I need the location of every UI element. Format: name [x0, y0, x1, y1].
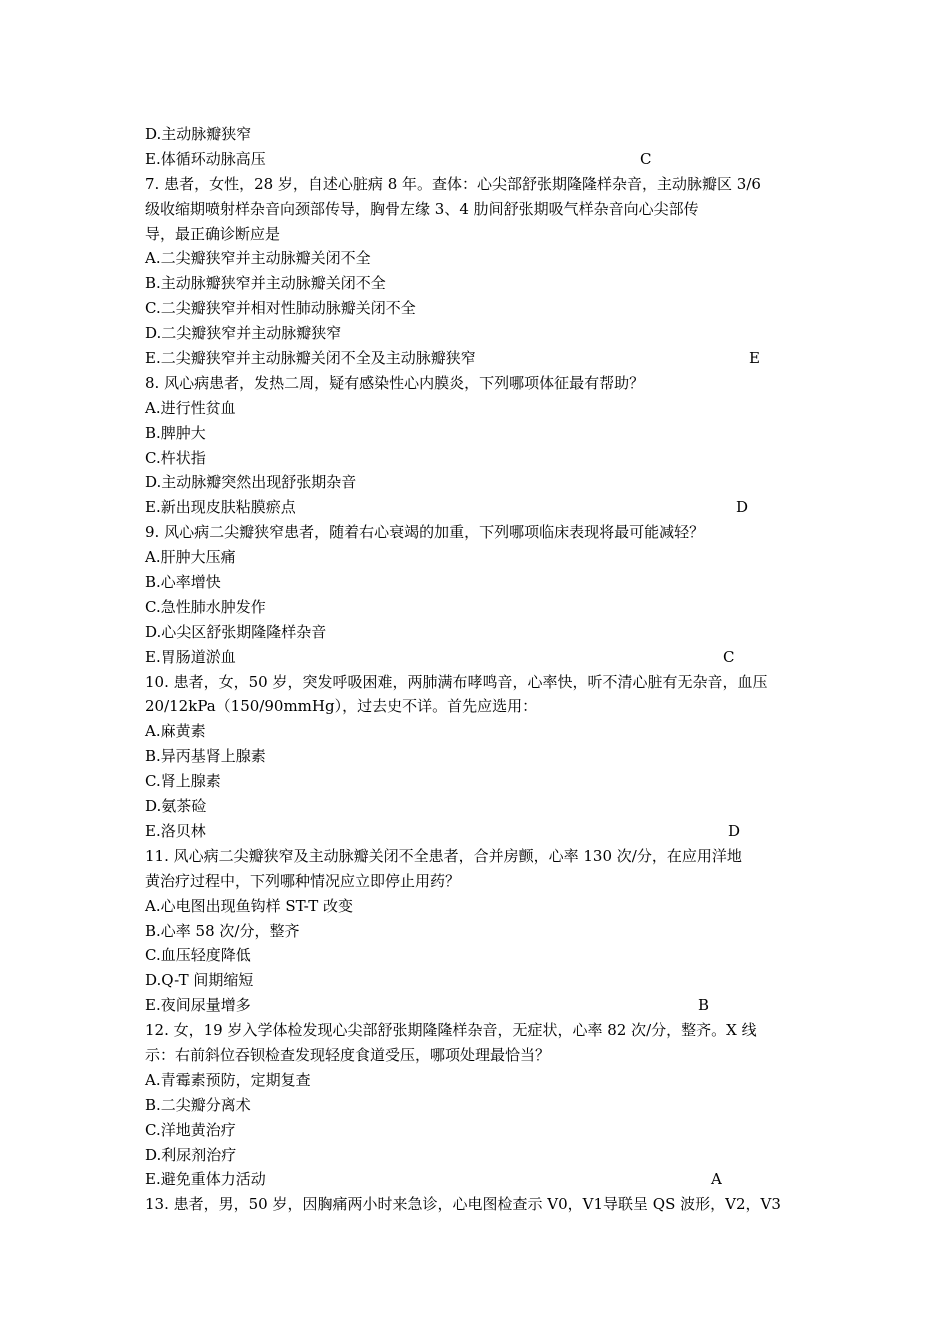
question-line [145, 869, 815, 894]
text-line [145, 296, 815, 321]
question-text: 7. 患者，女性，28 岁，自述心脏病 8 年。查体：心尖部舒张期隆隆样杂音，主动脉瓣区 3/6 [145, 174, 761, 193]
option-text: A.麻黄素 [145, 722, 206, 741]
text-line [145, 1167, 815, 1192]
option-text: B.脾肿大 [145, 423, 206, 442]
text-line [145, 396, 815, 421]
text-line [145, 645, 815, 670]
text-line [145, 894, 815, 919]
question-text: 9. 风心病二尖瓣狭窄患者，随着右心衰竭的加重，下列哪项临床表现将最可能减轻？ [145, 523, 705, 542]
option-text: D.心尖区舒张期隆隆样杂音 [145, 622, 327, 641]
answer-key: C [640, 149, 652, 168]
answer-key: B [698, 996, 710, 1015]
option-text: B.二尖瓣分离术 [145, 1095, 251, 1114]
text-line [145, 744, 815, 769]
option-text: C.急性肺水肿发作 [145, 597, 266, 616]
option-text: A.心电图出现鱼钩样 ST-T 改变 [145, 896, 354, 915]
answer-key: A [711, 1170, 722, 1189]
text-line [145, 570, 815, 595]
question-line [145, 1192, 815, 1217]
option-text: D.二尖瓣狭窄并主动脉瓣狭窄 [145, 324, 342, 343]
question-line [145, 1043, 815, 1068]
option-text: A.进行性贫血 [145, 398, 236, 417]
option-text: C.血压轻度降低 [145, 946, 251, 965]
option-text: D.Q-T 间期缩短 [145, 971, 254, 990]
text-line [145, 794, 815, 819]
option-text: E.洛贝林 [145, 821, 206, 840]
question-line [145, 670, 815, 695]
option-text: E.二尖瓣狭窄并主动脉瓣关闭不全及主动脉瓣狭窄 [145, 349, 476, 368]
text-line [145, 919, 815, 944]
option-text: A.青霉素预防，定期复查 [145, 1070, 311, 1089]
option-text: D.氨茶硷 [145, 797, 207, 816]
text-line [145, 968, 815, 993]
text-line [145, 470, 815, 495]
question-text: 8. 风心病患者，发热二周，疑有感染性心内膜炎，下列哪项体征最有帮助？ [145, 373, 645, 392]
question-line [145, 172, 815, 197]
text-line [145, 545, 815, 570]
option-text: B.心率 58 次/分，整齐 [145, 921, 300, 940]
option-text: C.杵状指 [145, 448, 206, 467]
text-line [145, 819, 815, 844]
text-line [145, 271, 815, 296]
question-text: 示：右前斜位吞钡检查发现轻度食道受压，哪项处理最恰当？ [145, 1045, 551, 1064]
question-text: 黄治疗过程中，下列哪种情况应立即停止用药？ [145, 871, 461, 890]
text-line [145, 346, 815, 371]
text-line [145, 122, 815, 147]
option-text: E.避免重体力活动 [145, 1170, 266, 1189]
question-line [145, 520, 815, 545]
question-text: 导，最正确诊断应是 [145, 224, 281, 243]
line-text: D.主动脉瓣狭窄 [145, 125, 252, 143]
answer-key: D [728, 821, 741, 840]
option-text: D.利尿剂治疗 [145, 1145, 237, 1164]
question-line [145, 197, 815, 222]
text-line [145, 769, 815, 794]
text-line [145, 147, 815, 172]
text-line [145, 993, 815, 1018]
option-text: E.体循环动脉高压 [145, 149, 266, 168]
question-text: 11. 风心病二尖瓣狭窄及主动脉瓣关闭不全患者，合并房颤，心率 130 次/分，在应用洋地 [145, 846, 742, 865]
text-line [145, 620, 815, 645]
text-line [145, 1068, 815, 1093]
text-line [145, 1093, 815, 1118]
text-line [145, 1143, 815, 1168]
option-text: A.二尖瓣狭窄并主动脉瓣关闭不全 [145, 249, 371, 268]
option-text: B.心率增快 [145, 573, 221, 592]
document-page [145, 122, 815, 1217]
text-line [145, 1118, 815, 1143]
text-line [145, 495, 815, 520]
answer-key: D [736, 498, 749, 517]
question-line [145, 844, 815, 869]
question-line [145, 694, 815, 719]
question-line [145, 222, 815, 247]
option-text: B.异丙基肾上腺素 [145, 747, 266, 766]
option-text: D.主动脉瓣突然出现舒张期杂音 [145, 473, 357, 492]
text-line [145, 943, 815, 968]
option-text: E.新出现皮肤粘膜瘀点 [145, 498, 296, 517]
question-text: 级收缩期喷射样杂音向颈部传导，胸骨左缘 3、4 肋间舒张期吸气样杂音向心尖部传 [145, 199, 699, 218]
text-line [145, 246, 815, 271]
question-text: 10. 患者，女，50 岁，突发呼吸困难，两肺满布哮鸣音，心率快，听不清心脏有无杂音，血压 [145, 672, 768, 691]
option-text: E.夜间尿量增多 [145, 996, 251, 1015]
question-text: 12. 女，19 岁入学体检发现心尖部舒张期隆隆样杂音，无症状，心率 82 次/分，整齐。X 线 [145, 1021, 757, 1040]
text-line [145, 421, 815, 446]
question-text: 20/12kPa（150/90mmHg），过去史不详。首先应选用： [145, 697, 538, 716]
answer-key: C [723, 647, 735, 666]
option-text: A.肝肿大压痛 [145, 548, 236, 567]
option-text: E.胃肠道淤血 [145, 647, 236, 666]
question-line [145, 1018, 815, 1043]
text-line [145, 446, 815, 471]
question-text: 13. 患者，男，50 岁，因胸痛两小时来急诊，心电图检查示 V0，V1导联呈 QS 波形，V2，V3 [145, 1195, 781, 1214]
question-line [145, 371, 815, 396]
text-line [145, 321, 815, 346]
text-line [145, 595, 815, 620]
text-line [145, 719, 815, 744]
option-text: C.二尖瓣狭窄并相对性肺动脉瓣关闭不全 [145, 299, 416, 318]
answer-key: E [749, 349, 760, 368]
option-text: C.肾上腺素 [145, 772, 221, 791]
option-text: C.洋地黄治疗 [145, 1120, 236, 1139]
option-text: B.主动脉瓣狭窄并主动脉瓣关闭不全 [145, 274, 386, 293]
